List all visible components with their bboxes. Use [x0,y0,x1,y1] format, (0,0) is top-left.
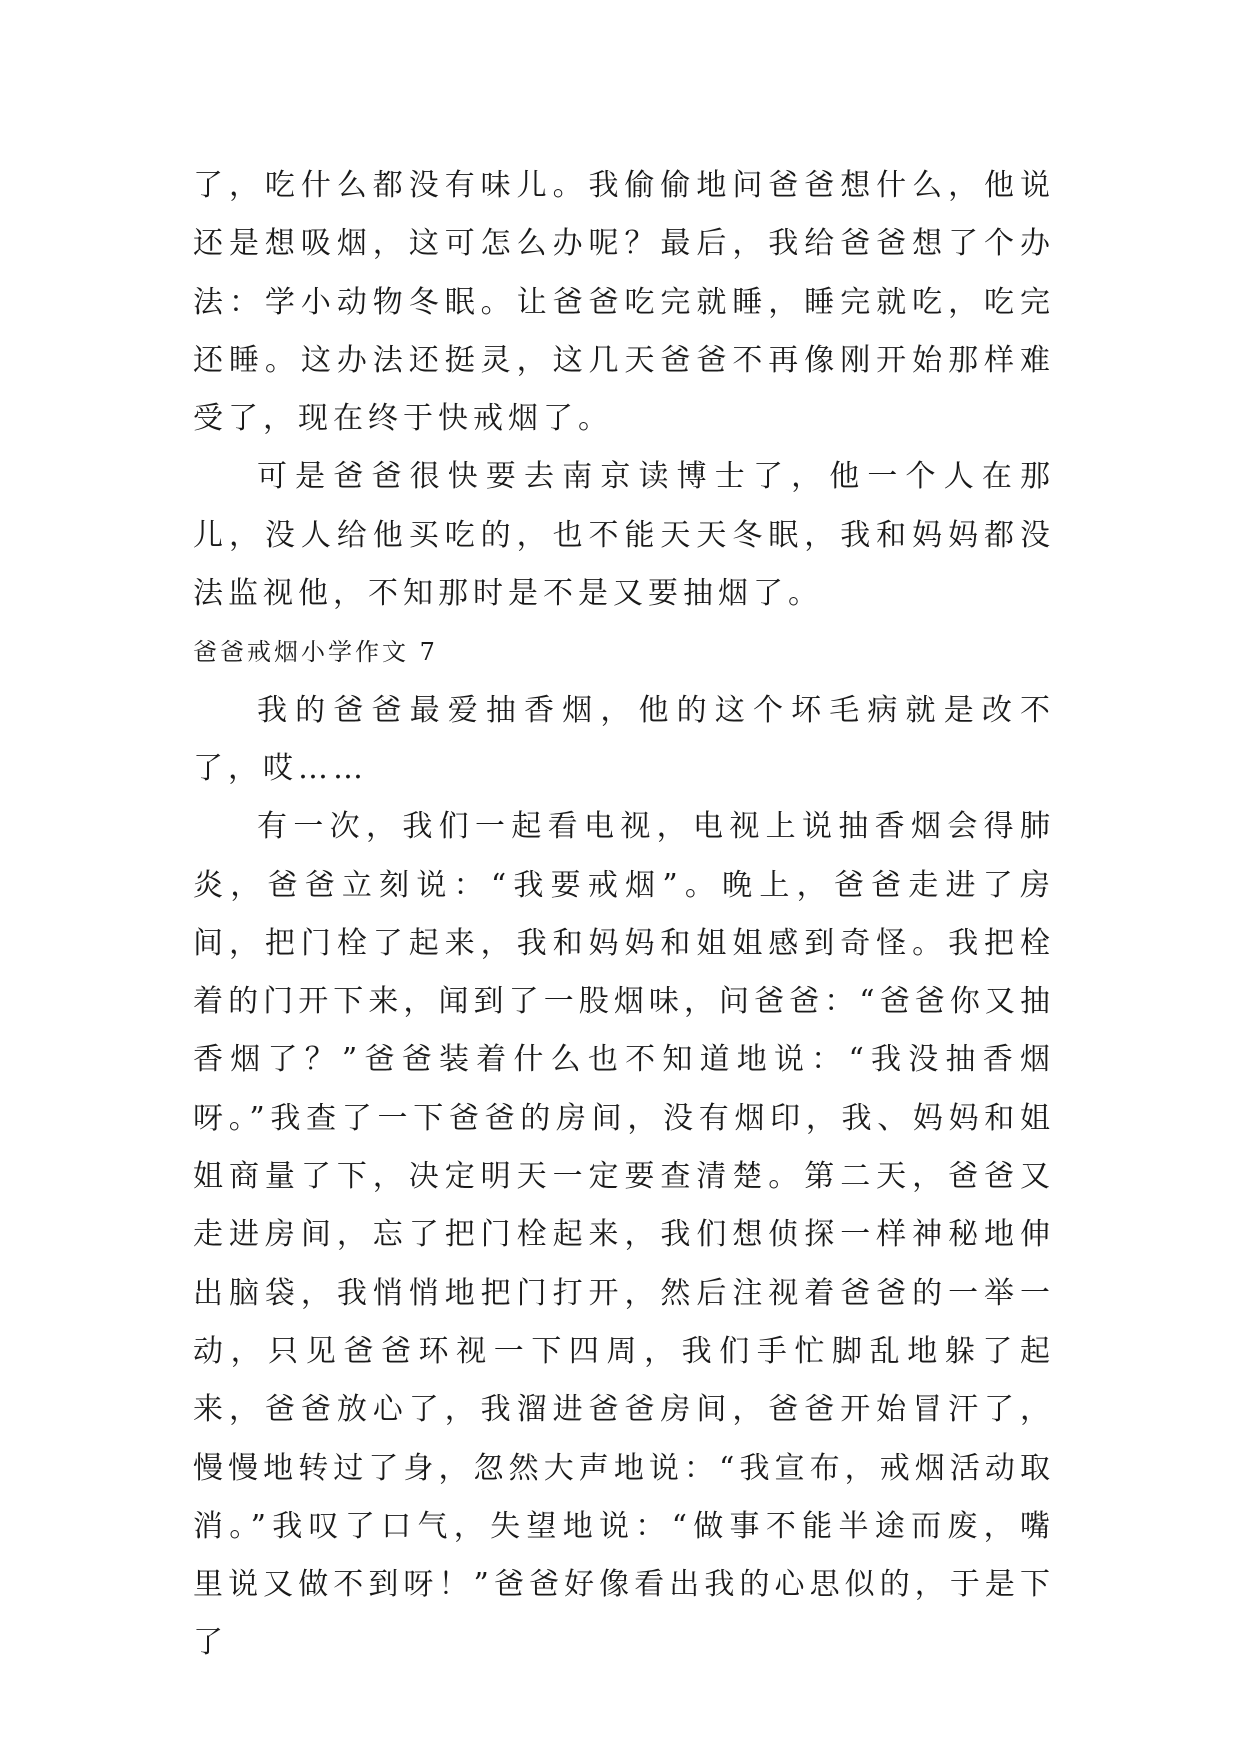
paragraph: 我的爸爸最爱抽香烟，他的这个坏毛病就是改不了，哎…… [193,692,1055,786]
paragraph: 有一次，我们一起看电视，电视上说抽香烟会得肺炎，爸爸立刻说：“我要戒烟”。晚上，爸爸走进了房间，把门栓了起来，我和妈妈和姐姐感到奇怪。我把栓着的门开下来，闻到了一股烟味，问爸爸：“爸爸你又抽香烟了？”爸爸装着什么也不知道地说：“我没抽香烟呀。”我查了一下爸爸的房间，没有烟印，我、妈妈和姐姐商量了下，决定明天一定要查清楚。第二天，爸爸又走进房间，忘了把门栓起来，我们想侦探一样神秘地伸出脑袋，我悄悄地把门打开，然后注视着爸爸的一举一动，只见爸爸环视一下四周，我们手忙脚乱地躲了起来，爸爸放心了，我溜进爸爸房间，爸爸开始冒汗了，慢慢地转过了身，忽然大声地说：“我宣布，戒烟活动取消。”我叹了口气，失望地说：“做事不能半途而废，嘴里说又做不到呀！”爸爸好像看出我的心思似的，于是下了 [193,809,1055,1661]
document-body [193,157,1055,1673]
paragraph-continuation: 了，吃什么都没有味儿。我偷偷地问爸爸想什么，他说还是想吸烟，这可怎么办呢？最后，我给爸爸想了个办法：学小动物冬眠。让爸爸吃完就睡，睡完就吃，吃完还睡。这办法还挺灵，这几天爸爸不再像刚开始那样难受了，现在终于快戒烟了。 [193,168,1055,437]
paragraph: 可是爸爸很快要去南京读博士了，他一个人在那儿，没人给他买吃的，也不能天天冬眠，我和妈妈都没法监视他，不知那时是不是又要抽烟了。 [193,459,1055,612]
section-title: 爸爸戒烟小学作文 7 [193,638,438,667]
